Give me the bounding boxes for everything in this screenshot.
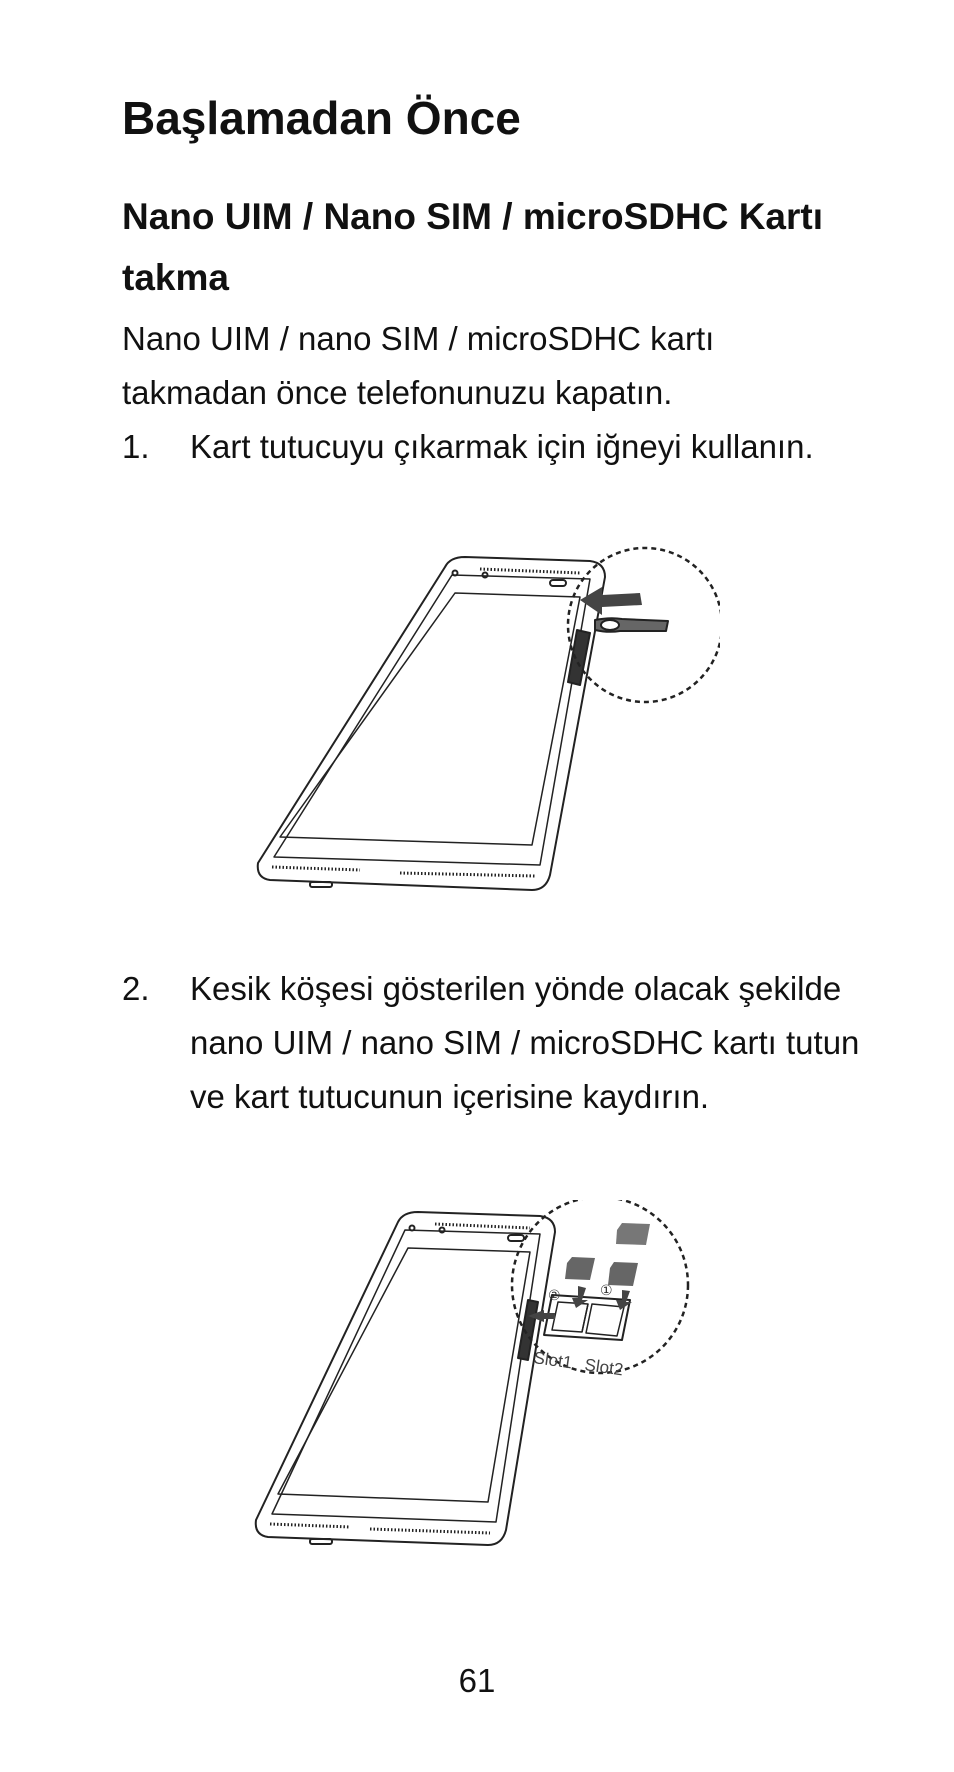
phone-bezel	[274, 575, 590, 865]
slot1-label: Slot1	[532, 1348, 574, 1373]
step-text: Kesik köşesi gösterilen yönde olacak şekilde nano UIM / nano SIM / microSDHC kartı tutun ve kart tutucunun içerisine kaydırın.	[190, 970, 860, 1115]
step-number: 2.	[122, 970, 150, 1007]
ejector-pin-illustration	[250, 545, 720, 945]
card-insertion-illustration	[250, 1200, 720, 1580]
phone-bezel	[272, 1230, 540, 1522]
slot2-label: Slot2	[583, 1355, 625, 1380]
phone-screen	[280, 593, 580, 845]
step-text: Kart tutucuyu çıkarmak için iğneyi kullanın.	[190, 428, 814, 465]
step-a-marker: ①	[600, 1283, 613, 1299]
section-title: Nano UIM / Nano SIM / microSDHC Kartı takma	[122, 196, 824, 298]
arrow-icon	[580, 587, 642, 615]
page-title: Başlamadan Önce	[122, 92, 521, 144]
intro-paragraph: Nano UIM / nano SIM / microSDHC kartı takmadan önce telefonunuzu kapatın.	[122, 320, 715, 411]
nano-sim-card	[565, 1257, 595, 1280]
microsdhc-card	[616, 1223, 650, 1245]
step-number: 1.	[122, 428, 150, 465]
phone-screen	[278, 1248, 530, 1502]
step-b-marker: ②	[548, 1288, 561, 1304]
page-number: 61	[458, 1662, 496, 1699]
